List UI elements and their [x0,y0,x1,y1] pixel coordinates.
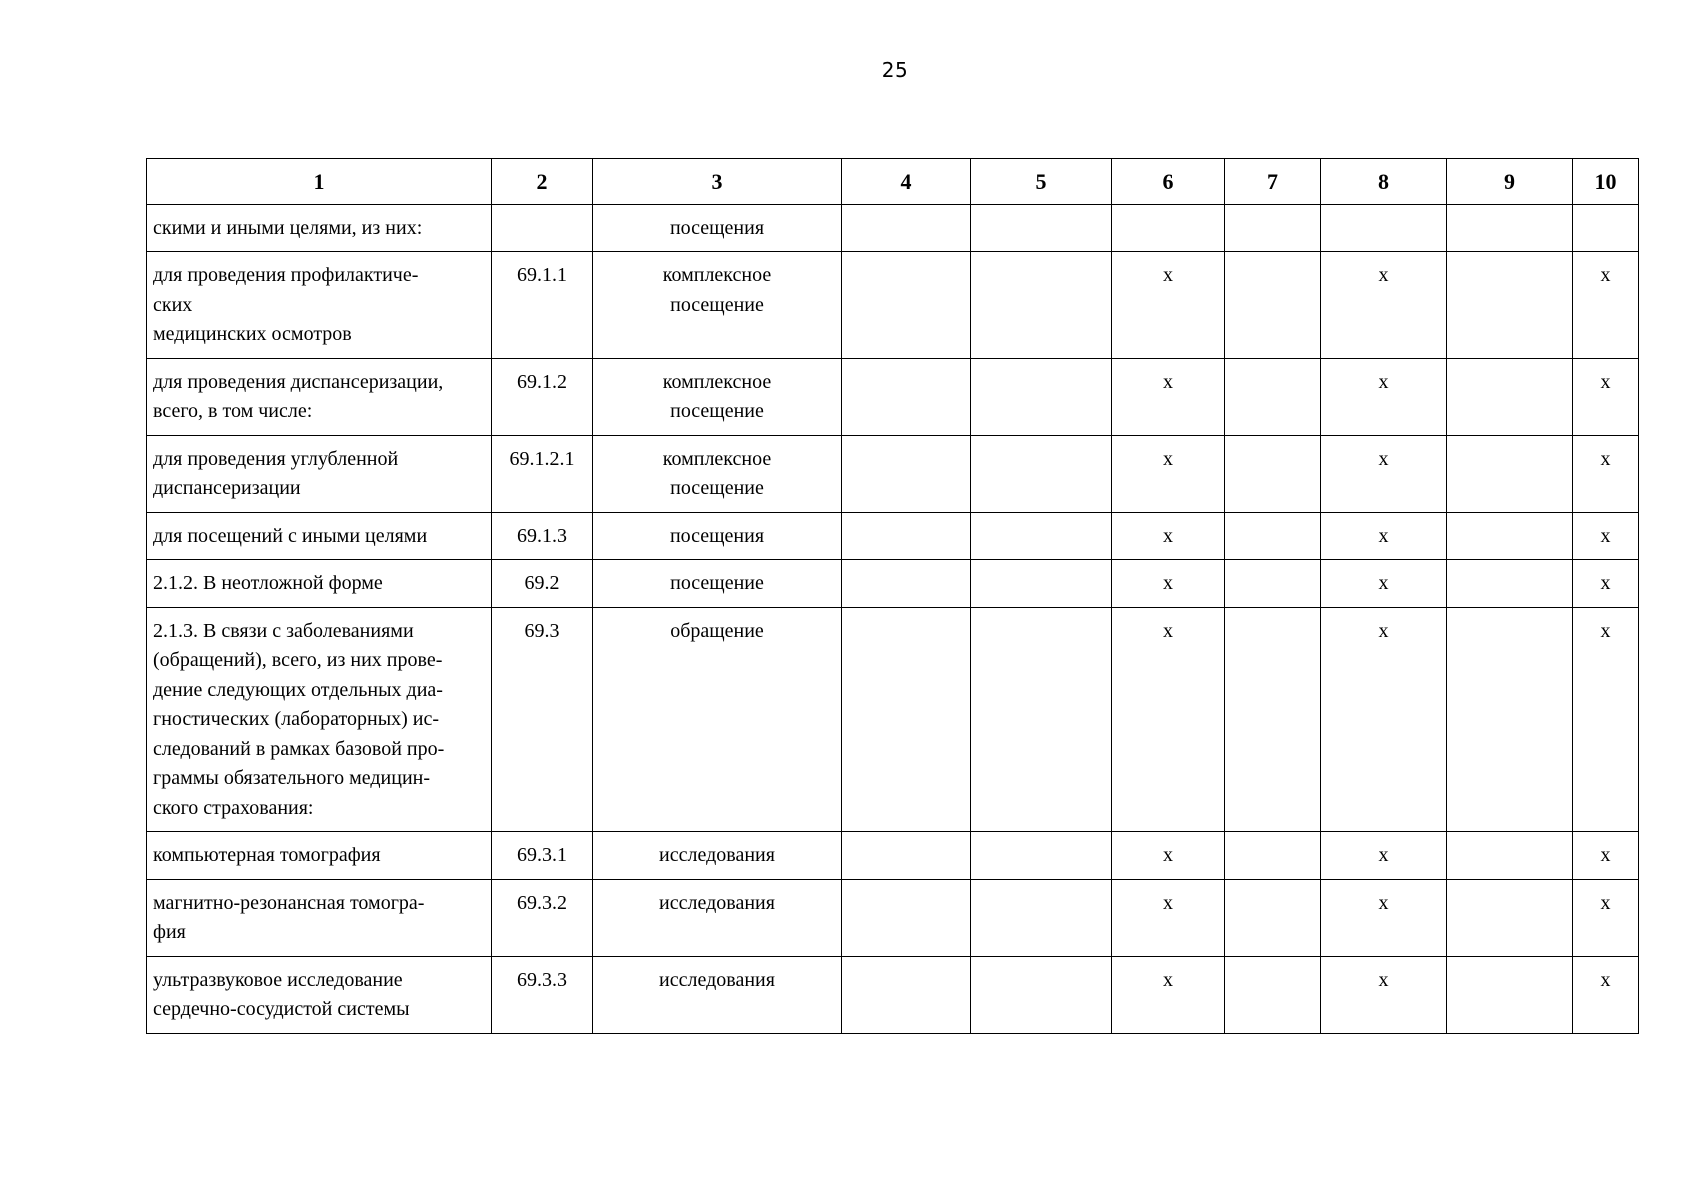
column-header: 10 [1573,159,1639,205]
column-header: 4 [842,159,971,205]
row-description-cell [147,607,492,832]
empty-cell-col7 [1225,832,1321,880]
empty-cell-col5 [971,832,1112,880]
empty-cell-col9 [1447,832,1573,880]
column-header: 5 [971,159,1112,205]
empty-cell-col5 [971,879,1112,956]
row-unit-cell [593,204,842,252]
empty-cell-col4 [842,607,971,832]
row-unit-line: посещение [670,572,764,594]
empty-cell-col7 [1225,358,1321,435]
row-description-line: ских [153,293,193,316]
row-code-cell: 69.1.3 [492,512,593,560]
header-row [147,159,1639,205]
row-description-cell [147,358,492,435]
row-code-cell: 69.3.2 [492,879,593,956]
empty-cell-col4 [842,956,971,1033]
row-code-cell: 69.1.2.1 [492,435,593,512]
mark-cell-col10: х [1573,252,1639,359]
row-description-cell [147,956,492,1033]
row-description-line: диспансеризации [153,477,301,499]
column-header: 7 [1225,159,1321,205]
row-description-cell [147,512,492,560]
empty-cell-col5 [971,512,1112,560]
table-row [147,204,1639,252]
empty-cell-col4 [842,435,971,512]
mark-cell-col6 [1112,204,1225,252]
mark-cell-col10: х [1573,607,1639,832]
empty-cell-col4 [842,358,971,435]
row-unit-cell [593,560,842,608]
empty-cell-col5 [971,607,1112,832]
row-code-cell [492,204,593,252]
empty-cell-col5 [971,956,1112,1033]
mark-cell-col10: х [1573,512,1639,560]
data-table [146,158,1639,1034]
empty-cell-col9 [1447,560,1573,608]
row-description-line: для проведения профилактиче- [153,264,419,286]
row-unit-line: комплексное [662,370,772,393]
empty-cell-col7 [1225,879,1321,956]
empty-cell-col9 [1447,252,1573,359]
table-row [147,252,1639,359]
row-code-cell: 69.2 [492,560,593,608]
mark-cell-col8: х [1321,358,1447,435]
row-code-cell: 69.1.2 [492,358,593,435]
empty-cell-col9 [1447,879,1573,956]
empty-cell-col4 [842,879,971,956]
row-description-line: 2.1.2. В неотложной форме [153,572,383,594]
row-unit-cell [593,435,842,512]
mark-cell-col6: х [1112,956,1225,1033]
table-row [147,832,1639,880]
mark-cell-col10: х [1573,560,1639,608]
mark-cell-col6: х [1112,252,1225,359]
empty-cell-col9 [1447,512,1573,560]
row-unit-line: обращение [670,619,764,642]
row-unit-line: посещение [670,293,764,316]
empty-cell-col7 [1225,204,1321,252]
row-unit-line: исследования [659,968,775,991]
empty-cell-col7 [1225,252,1321,359]
row-code-cell: 69.3 [492,607,593,832]
mark-cell-col8: х [1321,832,1447,880]
row-description-line: фия [153,921,186,943]
empty-cell-col4 [842,832,971,880]
mark-cell-col8: х [1321,956,1447,1033]
mark-cell-col10 [1573,204,1639,252]
row-description-line: медицинских осмотров [153,323,352,345]
table-row [147,956,1639,1033]
mark-cell-col6: х [1112,832,1225,880]
row-unit-line: посещения [669,216,765,239]
empty-cell-col7 [1225,560,1321,608]
page-number: 25 [881,58,909,82]
row-description-cell [147,435,492,512]
row-description-line: магнитно-резонансная томогра- [153,891,425,914]
mark-cell-col10: х [1573,358,1639,435]
row-unit-line: посещения [669,524,765,547]
row-unit-cell [593,252,842,359]
empty-cell-col9 [1447,435,1573,512]
row-unit-cell [593,512,842,560]
empty-cell-col4 [842,560,971,608]
mark-cell-col8: х [1321,560,1447,608]
mark-cell-col8: х [1321,435,1447,512]
table-row [147,435,1639,512]
row-unit-line: посещение [670,477,764,499]
row-description-line: для проведения углубленной [153,447,399,470]
table-row [147,512,1639,560]
empty-cell-col9 [1447,607,1573,832]
empty-cell-col4 [842,204,971,252]
row-unit-cell [593,879,842,956]
row-description-line: дение следующих отдельных диа- [153,678,443,701]
empty-cell-col7 [1225,435,1321,512]
empty-cell-col9 [1447,956,1573,1033]
column-header: 6 [1112,159,1225,205]
row-code-cell: 69.3.3 [492,956,593,1033]
row-description-line: ского страхования: [153,796,314,819]
empty-cell-col9 [1447,358,1573,435]
mark-cell-col8: х [1321,607,1447,832]
row-unit-line: комплексное [662,264,772,286]
row-description-cell [147,204,492,252]
row-description-cell [147,832,492,880]
mark-cell-col8: х [1321,512,1447,560]
row-description-cell [147,252,492,359]
row-description-line: для посещений с иными целями [153,524,428,547]
empty-cell-col4 [842,512,971,560]
table-row [147,358,1639,435]
row-unit-line: комплексное [662,447,772,470]
row-description-line: (обращений), всего, из них прове- [153,649,443,671]
row-description-line: следований в рамках базовой про- [153,737,445,760]
table-row [147,879,1639,956]
row-description-line: граммы обязательного медицин- [153,767,431,789]
row-description-cell [147,560,492,608]
mark-cell-col10: х [1573,832,1639,880]
table-row [147,560,1639,608]
column-header: 8 [1321,159,1447,205]
row-unit-line: посещение [670,400,764,422]
mark-cell-col6: х [1112,358,1225,435]
empty-cell-col5 [971,252,1112,359]
row-unit-line: исследования [659,844,775,866]
mark-cell-col10: х [1573,956,1639,1033]
mark-cell-col8 [1321,204,1447,252]
row-description-line: для проведения диспансеризации, [153,370,444,393]
row-unit-cell [593,832,842,880]
empty-cell-col5 [971,204,1112,252]
empty-cell-col4 [842,252,971,359]
mark-cell-col6: х [1112,512,1225,560]
row-code-cell: 69.3.1 [492,832,593,880]
empty-cell-col9 [1447,204,1573,252]
mark-cell-col6: х [1112,879,1225,956]
column-header: 3 [593,159,842,205]
row-description-line: сердечно-сосудистой системы [153,998,410,1020]
empty-cell-col5 [971,435,1112,512]
row-code-cell: 69.1.1 [492,252,593,359]
row-description-line: гностических (лабораторных) ис- [153,708,440,730]
empty-cell-col5 [971,358,1112,435]
empty-cell-col7 [1225,607,1321,832]
mark-cell-col10: х [1573,879,1639,956]
row-unit-cell [593,956,842,1033]
mark-cell-col8: х [1321,879,1447,956]
row-description-line: скими и иными целями, из них: [153,216,423,239]
row-description-line: компьютерная томография [153,844,381,866]
mark-cell-col6: х [1112,607,1225,832]
row-description-cell [147,879,492,956]
mark-cell-col6: х [1112,435,1225,512]
empty-cell-col7 [1225,512,1321,560]
mark-cell-col10: х [1573,435,1639,512]
row-unit-cell [593,358,842,435]
row-unit-cell [593,607,842,832]
row-description-line: 2.1.3. В связи с заболеваниями [153,619,414,642]
row-unit-line: исследования [659,891,775,914]
row-description-line: ультразвуковое исследование [153,968,403,991]
table-row [147,607,1639,832]
column-header: 9 [1447,159,1573,205]
empty-cell-col7 [1225,956,1321,1033]
column-header: 1 [147,159,492,205]
empty-cell-col5 [971,560,1112,608]
mark-cell-col6: х [1112,560,1225,608]
row-description-line: всего, в том числе: [153,400,313,422]
column-header: 2 [492,159,593,205]
table-body [147,204,1639,1033]
mark-cell-col8: х [1321,252,1447,359]
